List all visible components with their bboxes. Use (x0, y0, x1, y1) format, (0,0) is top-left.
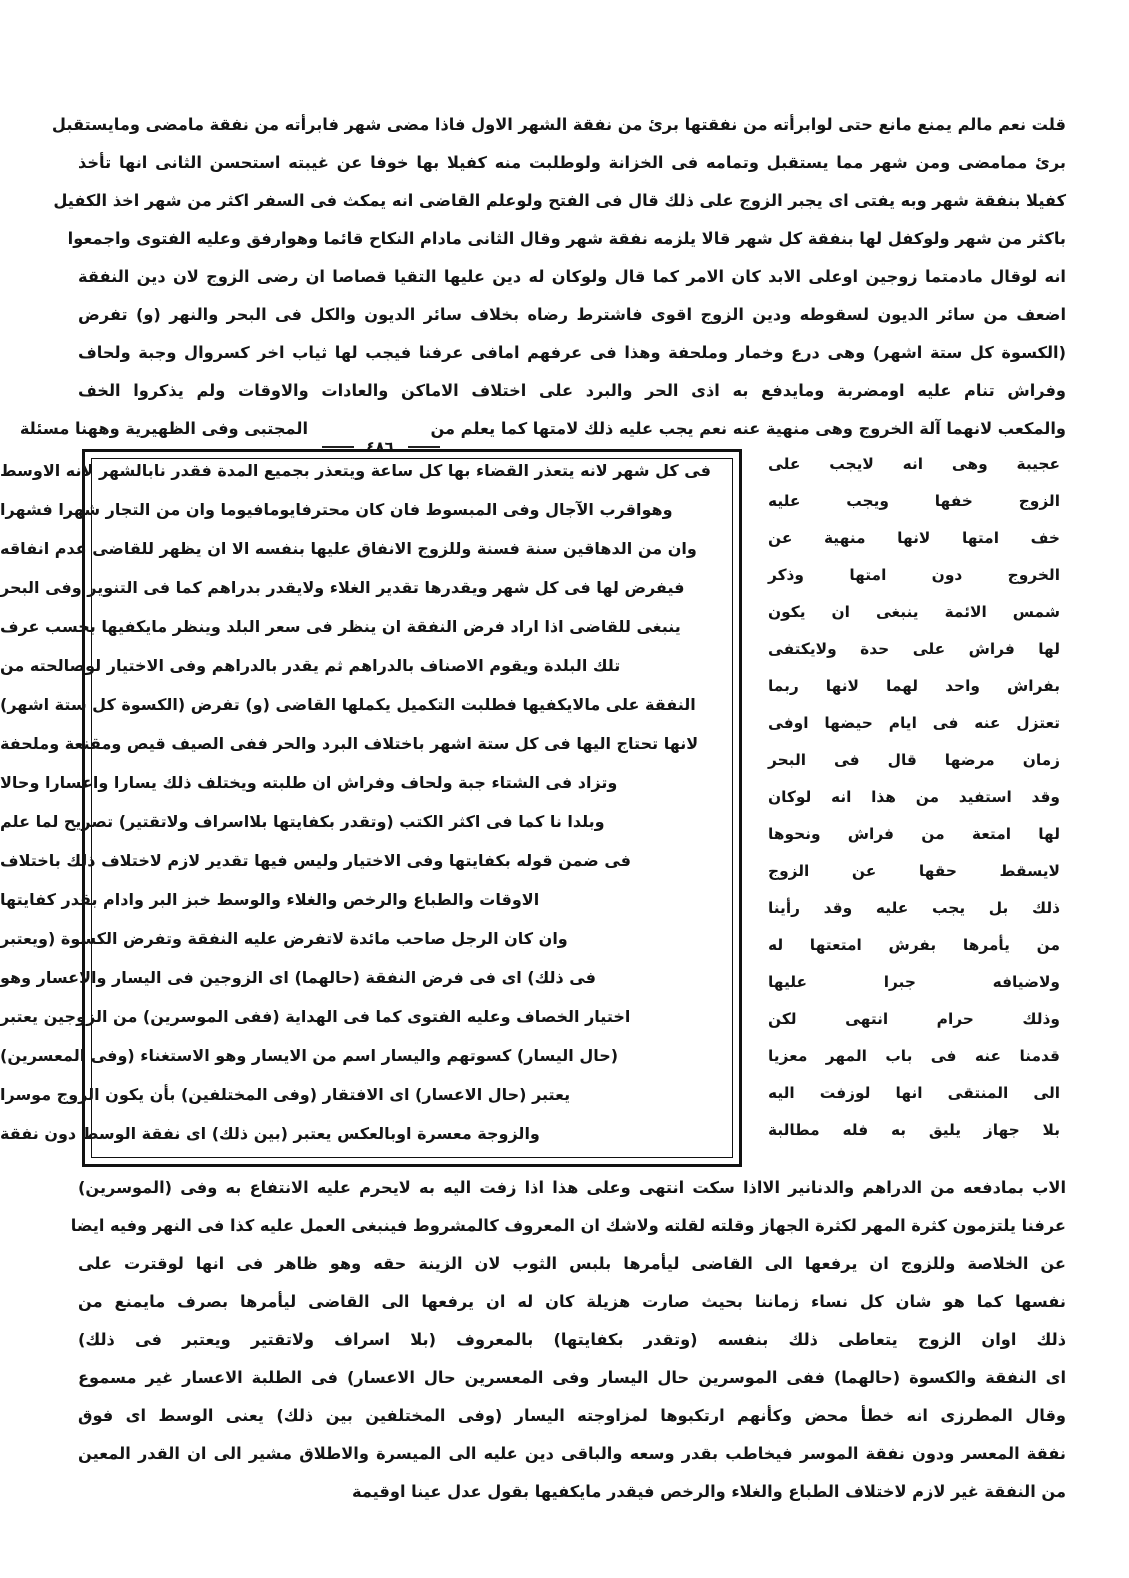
text-line: الخروج دون امتها وذكر (768, 566, 1060, 584)
text-line: من يأمرها بفرش امتعتها له (768, 936, 1060, 954)
text-line: اى النفقة والكسوة (حالهما) ففى الموسرين حال اليسار وفى المعسرين حال الاعسار) فى الطلبة الاعسار غير مسموع (78, 1368, 1066, 1387)
text-line: والمكعب لانهما آلة الخروج وهى منهية عنه نعم يجب عليه ذلك لامتها كما يعلم من (430, 419, 1066, 438)
text-line: عجيبة وهى انه لايجب على (768, 455, 1060, 473)
text-line: نفسها كما هو شان كل نساء زماننا بحيث صارت هزيلة كان له ان يرفعها الى القاضى ليأمرها بصرف مايمنع من (78, 1292, 1066, 1311)
text-line: تعتزل عنه فى ايام حيضها اوفى (768, 714, 1060, 732)
text-line: قلت نعم مالم يمنع مانع حتى لوابرأته من نفقتها برئ من نفقة الشهر الاول فاذا مضى شهر فابرأته من نفقة مامضى ومايستقبل (51, 115, 1066, 134)
text-line: وبلدا نا كما فى اكثر الكتب (وتقدر بكفايتها بلااسراف ولاتقتير) تصريح لما علم (0, 812, 605, 831)
text-line: بلا جهاز يليق به فله مطالبة (768, 1121, 1060, 1139)
text-line: ذلك اوان الزوج يتعاطى ذلك بنفسه (وتقدر بكفايتها) بالمعروف (بلا اسراف ولاتقتير ويعتبر فى ذلك) (78, 1330, 1066, 1349)
page-number: ٤٨٦ (366, 438, 394, 456)
text-line: فى كل شهر لانه يتعذر القضاء بها كل ساعة ويتعذر بجميع المدة فقدر نابالشهر لانه الاوسط (0, 461, 711, 480)
text-line: (الكسوة كل ستة اشهر) وهى درع وخمار وملحفة وهذا فى عرفهم امافى عرفنا فيجب لها ثياب اخر كسروال وجبة ولحاف (78, 343, 1066, 362)
text-line: فيفرض لها فى كل شهر ويقدرها تقدير الغلاء ولايقدر بدراهم كما فى التنوير وفى البحر (0, 578, 685, 597)
text-line: الاوقات والطباع والرخص والغلاء والوسط خبز البر وادام بقدر كفايتها (0, 890, 540, 909)
text-line: لها امتعة من فراش ونحوها (768, 825, 1060, 843)
text-line: ولاضيافه جبرا عليها (768, 973, 1060, 991)
text-line: وقد استفيد من هذا انه لوكان (768, 788, 1060, 806)
text-line: يعتبر (حال الاعسار) اى الافتقار (وفى المختلفين) بأن يكون الزوج موسرا (0, 1085, 571, 1104)
text-line: انه لوقال مادمتما زوجين اوعلى الابد كان الامر كما قال ولوكان له دين عليها التقيا قصاصا ان رضى الزوج لان دين النفقة (78, 267, 1066, 286)
text-line: ينبغى للقاضى اذا اراد فرض النفقة ان ينظر فى سعر البلد وينظر مايكفيها بحسب عرف (0, 617, 681, 636)
text-line: فى ضمن قوله بكفايتها وفى الاختيار وليس فيها تقدير لازم لاختلاف ذلك باختلاف (0, 851, 631, 870)
text-line: والزوجة معسرة اوبالعكس يعتبر (بين ذلك) اى نفقة الوسط دون نفقة (0, 1124, 540, 1143)
text-line: كفيلا بنفقة شهر وبه يفتى اى يجبر الزوج على ذلك قال فى الفتح ولوعلم القاضى انه يمكث فى السفر اكثر من شهر اخذ الكفيل (53, 191, 1066, 210)
text-line: تلك البلدة ويقوم الاصناف بالدراهم ثم يقدر بالدراهم وفى الاختيار لوصالحته من (0, 656, 621, 675)
text-line: اختيار الخصاف وعليه الفتوى كما فى الهداية (ففى الموسرين) من الزوجين يعتبر (0, 1007, 631, 1026)
text-line: قدمنا عنه فى باب المهر معزيا (768, 1047, 1060, 1065)
text-line: الى المنتقى انها لوزفت اليه (768, 1084, 1060, 1102)
text-line: شمس الائمة ينبغى ان يكون (768, 603, 1060, 621)
text-line: من النفقة غير لازم لاختلاف الطباع والغلاء والرخص فيقدر مايكفيها بقول عدل عينا اوقيمة (352, 1482, 1066, 1501)
text-line: الاب بمادفعه من الدراهم والدنانير الااذا سكت انتهى وعلى هذا اذا زفت اليه به لايحرم عليه الانتفاع به وفى (الموسرين) (78, 1178, 1066, 1197)
text-line: بفراش واحد لهما لانها ربما (768, 677, 1060, 695)
text-line: وفراش تنام عليه اومضربة ومايدفع به اذى الحر والبرد على اختلاف الاماكن والعادات والاوقات ولم يذكروا الخف (78, 381, 1066, 400)
text-line: النفقة على مالايكفيها فطلبت التكميل يكملها القاضى (و) تفرض (الكسوة كل ستة اشهر) (0, 695, 696, 714)
text-line: زمان مرضها قال فى البحر (768, 751, 1060, 769)
text-line: نفقة المعسر ودون نفقة الموسر فيخاطب بقدر وسعه والباقى دين عليه الى الميسرة والاطلاق مشير الى ان القدر المعين (78, 1444, 1066, 1463)
text-line: (حال اليسار) كسوتهم واليسار اسم من الايسار وهو الاستغناء (وفى المعسرين) (0, 1046, 619, 1065)
text-line: فى ذلك) اى فى فرض النفقة (حالهما) اى الزوجين فى اليسار والاعسار وهو (0, 968, 596, 987)
text-line: الزوج خفها ويجب عليه (768, 492, 1060, 510)
text-line: المجتبى وفى الظهيرية وههنا مسئلة (19, 419, 308, 438)
text-line: لانها تحتاج اليها فى كل ستة اشهر باختلاف البرد والحر ففى الصيف قيص ومقنعة وملحفة (0, 734, 699, 753)
ornament-right (408, 446, 440, 448)
text-line: وذلك حرام انتهى لكن (768, 1010, 1060, 1028)
text-line: وان كان الرجل صاحب مائدة لاتفرض عليه النفقة وتفرض الكسوة (ويعتبر (0, 929, 568, 948)
text-line: وقال المطرزى انه خطأ محض وكأنهم ارتكبوها لمزاوجته اليسار (وفى المختلفين بين ذلك) يعنى الوسط اى فوق (78, 1406, 1066, 1425)
text-line: لها فراش على حدة ولايكتفى (768, 640, 1060, 658)
text-line: برئ ممامضى ومن شهر مما يستقبل وتمامه فى الخزانة ولوطلبت منه كفيلا بها خوفا عن غيبته استحسن الثانى انها تأخذ (78, 153, 1066, 172)
text-line: باكثر من شهر ولوكفل لها بنفقة كل شهر قالا يلزمه نفقة شهر وقال الثانى مادام النكاح قائما وهوارفق وعليه الفتوى واجمعوا (67, 229, 1066, 248)
text-line: خف امتها لانها منهية عن (768, 529, 1060, 547)
text-line: لايسقط حقها عن الزوج (768, 862, 1060, 880)
text-line: عن الخلاصة وللزوج ان يرفعها الى القاضى ليأمرها بلبس الثوب لان الزينة حقه وهو ظاهر فى انها لوقترت على (78, 1254, 1066, 1273)
text-line: عرفنا يلتزمون كثرة المهر لكثرة الجهاز وقلته لقلته ولاشك ان المعروف كالمشروط فينبغى العمل عليه كذا فى النهر وفيه ايضا (70, 1216, 1066, 1235)
text-line: وتزاد فى الشتاء جبة ولحاف وفراش ان طلبته ويختلف ذلك يسارا واعسارا وحالا (0, 773, 618, 792)
text-line: وهواقرب الآجال وفى المبسوط فان كان محترفايومافيوما وان من التجار شهرا فشهرا (0, 500, 673, 519)
text-line: اضعف من سائر الديون لسقوطه ودين الزوج اقوى فاشترط رضاه بخلاف سائر الديون والكل فى البحر والنهر (و) تفرض (78, 305, 1066, 324)
text-line: ذلك بل يجب عليه وقد رأينا (768, 899, 1060, 917)
text-line: وان من الدهاقين سنة فسنة وللزوج الانفاق عليها بنفسه الا ان يظهر للقاضى عدم انفاقه (0, 539, 697, 558)
